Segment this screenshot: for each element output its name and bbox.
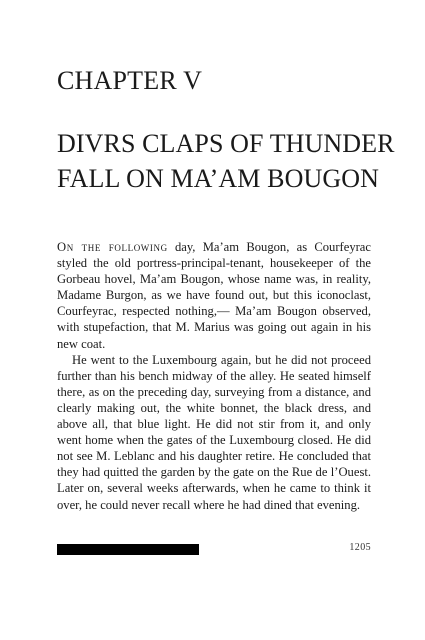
chapter-title-line-2: FALL ON MA’AM BOUGON [57,164,379,193]
page-number: 1205 [349,542,371,553]
chapter-body [57,239,371,513]
redaction-bar [57,544,199,555]
paragraph-1 [57,239,371,352]
chapter-title-line-1: DIVRS CLAPS OF THUNDER [57,129,395,158]
chapter-title [57,126,395,196]
chapter-label: CHAPTER V [57,66,203,95]
paragraph-text: He went to the Luxembourg again, but he did not proceed further than his bench midway of the alley. He seated himself there, as on the preceding day, surveying from a distance, and clearly making out, the white bonnet, the black dress, and above all, that blue light. He did not stir from it, and only went home when the gates of the Luxembourg closed. He did not see M. Leblanc and his daughter retire. He concluded that they had quitted the garden by the gate on the Rue de l’Ouest. Later on, several weeks afterwards, when he came to think it over, he could never recall where he had dined that evening. [57,352,371,512]
paragraph-text: day, Ma’am Bougon, as Courfeyrac styled the old portress-principal-tenant, housekeeper of the Gorbeau hovel, Ma’am Bougon, whose name was, in reality, Madame Burgon, as we have found out, but this iconoclast, Courfeyrac, respected nothing,— Ma’am Bougon observed, with stupefaction, that M. Marius was going out again in his new coat. [57,240,371,351]
paragraph-lead-small-caps: On the following [57,240,168,254]
paragraph-2 [57,352,371,513]
